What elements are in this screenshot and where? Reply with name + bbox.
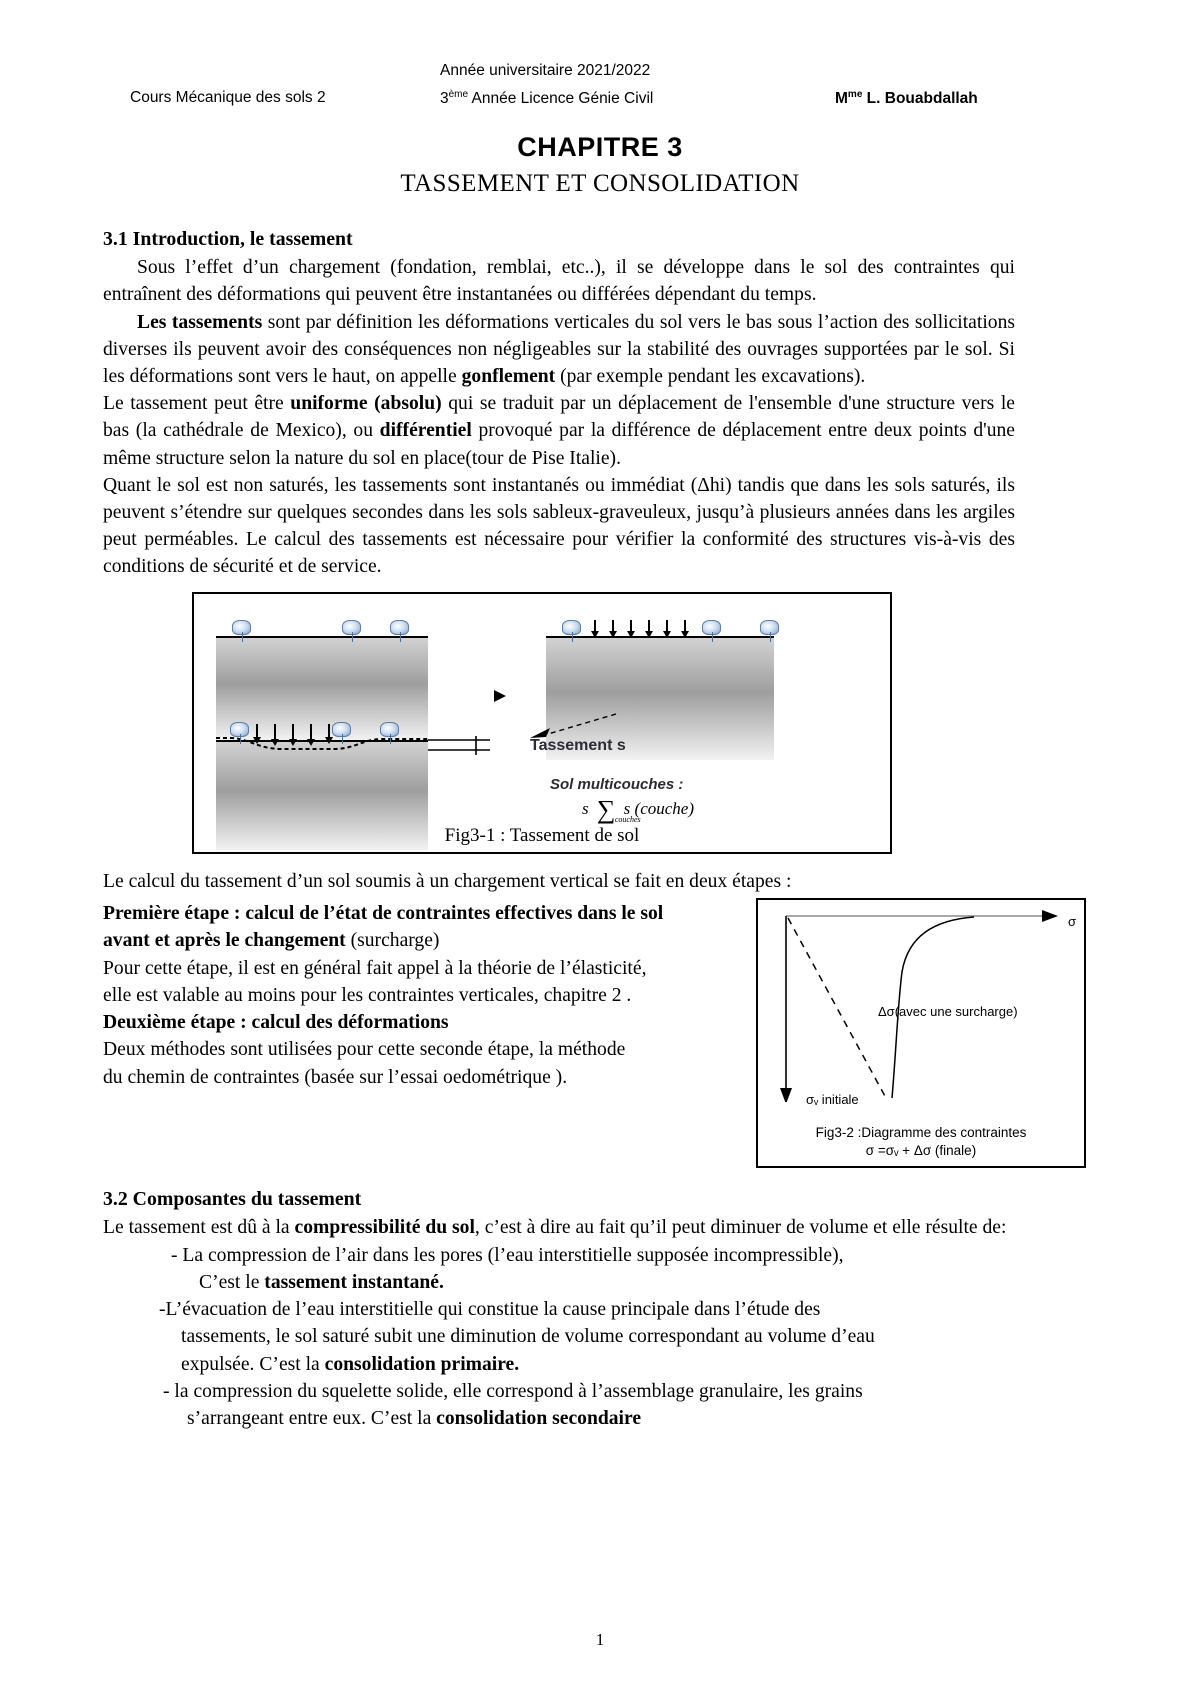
figure-3-2-caption (758, 1124, 1084, 1160)
paragraph-uniforme (103, 390, 1015, 472)
level-ordinal-suffix: ème (448, 89, 469, 100)
load-arrow-icon (328, 724, 330, 738)
load-symbol-icon (380, 722, 399, 737)
load-arrow-icon (612, 620, 614, 632)
figure-3-1 (192, 592, 892, 854)
paragraph-satures: Quant le sol est non saturés, les tassements sont instantanés ou immédiat (Δhi) tandis que dans les sols saturés, ils peuvent s’étendre sur quelques secondes dans les sols sableux-graveuleux, jusqu’à plusieurs années dans les argiles peut perméables. Le calcul des tassements est nécessaire pour vérifier la conformité des structures vis-à-vis des conditions de sécurité et de service. (103, 474, 1015, 578)
study-level (440, 89, 653, 108)
sigma-symbol: ∑ (596, 795, 616, 824)
paragraph-uniforme-c: provoqué par la différence de déplacement entre deux points d'une même structure selon la nature du sol en place(tour de Pise Italie). (103, 420, 1015, 469)
settlement-measure-icon (428, 736, 524, 756)
figure-3-2-graphic (758, 902, 1084, 1102)
term-uniforme-absolu: uniforme (absolu) (290, 393, 442, 415)
callout-leader-icon (512, 712, 622, 740)
course-name: Cours Mécanique des sols 2 (130, 89, 326, 106)
compressibilite-c: , c’est à dire au fait qu’il peut diminuer de volume et elle résulte de: (474, 1217, 1007, 1239)
teacher-title-suffix: me (847, 89, 863, 100)
paragraph-intro (103, 254, 1015, 308)
page-header (130, 62, 1080, 118)
step1-surcharge: (surcharge) (345, 930, 440, 952)
chapter-title: CHAPITRE 3 (517, 132, 683, 162)
step1-bold-1: Première étape : calcul de l’état de contraintes effectives dans le sol (103, 903, 664, 924)
list-item-continuation (103, 1351, 1015, 1378)
list-item-continuation (103, 1405, 1015, 1432)
steps-intro-text: Le calcul du tassement d’un sol soumis à un chargement vertical se fait en deux étapes : (103, 871, 792, 892)
sarrangeant-cest-la: s’arrangeant entre eux. C’est la (187, 1408, 437, 1430)
calculation-steps-intro (103, 868, 1015, 895)
figure-label-tassement: Tassement s (530, 737, 626, 754)
term-consolidation-secondaire: consolidation secondaire (436, 1408, 642, 1430)
step2-bold: Deuxième étape : calcul des déformations (103, 1012, 449, 1034)
load-stem (352, 632, 354, 642)
paragraph-tassements-tail: (par exemple pendant les excavations). (555, 366, 866, 388)
section-3-2-heading: 3.2 Composantes du tassement (103, 1188, 362, 1210)
term-consolidation-primaire: consolidation primaire. (324, 1353, 520, 1375)
list-item: - La compression de l’air dans les pores (l’eau interstitielle supposée incompressible), (171, 1244, 844, 1266)
load-symbol-icon (332, 722, 351, 737)
teacher-title: M (835, 90, 848, 108)
load-arrow-icon (292, 724, 294, 740)
figure-3-2 (756, 898, 1086, 1168)
step2-heading (103, 1009, 753, 1036)
load-stem (400, 632, 402, 642)
load-symbol-icon (232, 620, 251, 635)
load-arrow-icon (256, 724, 258, 738)
expulsee-cest-la: expulsée. C’est la (181, 1353, 325, 1375)
list-item-continuation: tassements, le sol saturé subit une diminution de volume correspondant au volume d’eau (181, 1326, 875, 1348)
teacher-lastname: L. Bouabdallah (862, 90, 978, 108)
document-title: TASSEMENT ET CONSOLIDATION (400, 170, 800, 197)
load-stem (342, 734, 344, 744)
cest-le: C’est le (199, 1271, 265, 1293)
list-item-continuation (103, 1269, 1015, 1296)
step1-bold-2: avant et après le changement (103, 930, 346, 952)
paragraph-tassements (103, 309, 1015, 391)
settlement-profile-icon (216, 736, 428, 754)
load-stem (770, 632, 772, 642)
sigma-subscript: couches (614, 815, 641, 824)
calculation-steps (103, 900, 753, 1091)
term-tassement-instantane: tassement instantané. (264, 1271, 444, 1293)
step2-body-line2: du chemin de contraintes (basée sur l’essai oedométrique ). (103, 1066, 568, 1088)
load-stem (242, 632, 244, 642)
paragraph-tassements-text: sont par définition les déformations verticales du sol vers le bas sous l’action des sollicitations diverses ils peuvent avoir des conséquences non négligeables sur la stabilité des ouvrages supportées par le sol. Si les déformations sont vers le haut, on appelle (103, 311, 1015, 388)
list-item: - la compression du squelette solide, elle correspond à l’assemblage granulaire, les grains (163, 1381, 863, 1403)
term-differentiel: différentiel (379, 420, 472, 442)
load-symbol-icon (230, 722, 249, 737)
load-stem (572, 632, 574, 642)
paragraph-uniforme-a: Le tassement peut être (103, 393, 291, 415)
transition-arrow-icon (494, 690, 506, 702)
section-3-1-heading: 3.1 Introduction, le tassement (103, 228, 353, 250)
formula-s: s (582, 799, 589, 818)
step1-body-line2: elle est valable au moins pour les contraintes verticales, chapitre 2 . (103, 984, 632, 1006)
paragraph-intro-text: Sous l’effet d’un chargement (fondation, remblai, etc..), il se développe dans le sol des contraintes qui entraînent des déformations qui peuvent être instantanées ou différées dépendant du temps. (103, 257, 1015, 306)
figure-3-1-caption: Fig3-1 : Tassement de sol (444, 825, 640, 846)
figure-3-1-graphic (194, 594, 890, 852)
load-stem (712, 632, 714, 642)
compressibilite-a: Le tassement est dû à la (103, 1217, 295, 1239)
load-symbol-icon (760, 620, 779, 635)
load-symbol-icon (390, 620, 409, 635)
formula-multilayer-settlement (582, 795, 694, 825)
level-number: 3 (440, 90, 449, 108)
axis-label-sigma: σ (1067, 914, 1076, 929)
level-text: Année Licence Génie Civil (468, 90, 654, 108)
load-arrow-icon (594, 620, 596, 632)
step1-body-line1: Pour cette étape, il est en général fait appel à la théorie de l’élasticité, (103, 957, 647, 979)
section-3-2 (103, 1186, 1015, 1433)
page-number: 1 (595, 1630, 605, 1649)
paragraph-uniforme-b: qui se traduit par un déplacement de l'ensemble d'une structure vers le bas (la cathédrale de Mexico), ou (103, 393, 1015, 442)
section-3-1 (103, 226, 1015, 581)
paragraph-compressibilite (103, 1214, 1015, 1241)
figure-label-multicouches: Sol multicouches : (550, 776, 684, 793)
load-arrow-icon (310, 724, 312, 740)
load-arrow-icon (666, 620, 668, 632)
curve-label-sigma-v: σᵥ initiale (806, 1092, 859, 1107)
term-gonflement: gonflement (461, 366, 556, 388)
components-list (103, 1242, 1015, 1433)
load-arrow-icon (684, 620, 686, 632)
curve-label-delta-sigma: Δσ(avec une surcharge) (878, 1004, 1018, 1019)
load-stem (390, 734, 392, 744)
list-item: -L’évacuation de l’eau interstitielle qui constitue la cause principale dans l’étude des (159, 1299, 821, 1321)
load-symbol-icon (562, 620, 581, 635)
term-les-tassements: Les tassements (137, 311, 263, 333)
figure-3-2-caption-line1: Fig3-2 :Diagramme des contraintes (815, 1125, 1027, 1140)
step1-heading-line1 (103, 900, 753, 927)
figure-3-2-caption-line2: σ =σᵥ + Δσ (finale) (865, 1143, 977, 1158)
academic-year: Année universitaire 2021/2022 (440, 62, 651, 79)
step2-body-line1: Deux méthodes sont utilisées pour cette seconde étape, la méthode (103, 1039, 626, 1061)
load-arrow-icon (648, 620, 650, 632)
step1-heading-line2 (103, 927, 753, 954)
term-compressibilite-du-sol: compressibilité du sol (294, 1217, 475, 1239)
load-arrow-icon (630, 620, 632, 632)
teacher-name (835, 89, 978, 108)
load-symbol-icon (702, 620, 721, 635)
load-symbol-icon (342, 620, 361, 635)
load-arrow-icon (274, 724, 276, 740)
load-stem (240, 734, 242, 744)
formula-s-couche: s (couche) (623, 799, 694, 818)
